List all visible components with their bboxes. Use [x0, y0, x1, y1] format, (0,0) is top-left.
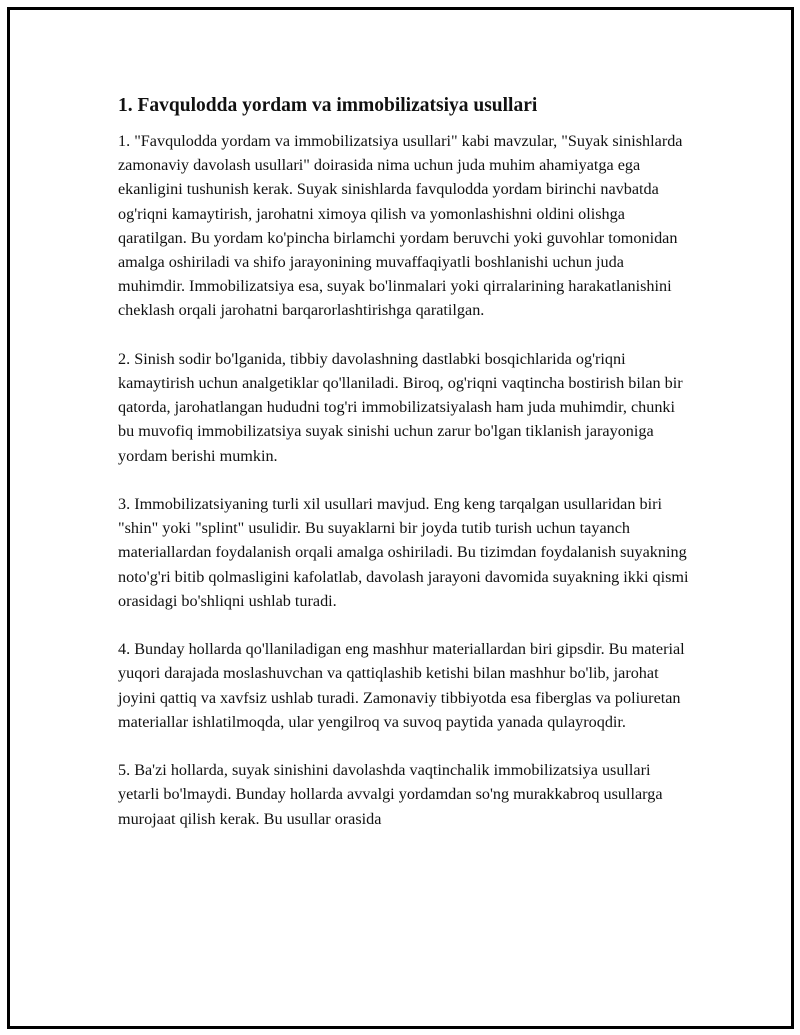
- paragraph-5: 5. Ba'zi hollarda, suyak sinishini davolashda vaqtinchalik immobilizatsiya usullari yetarli bo'lmaydi. Bunday hollarda avvalgi yordamdan so'ng murakkabroq usullarga murojaat qilish kerak. Bu usullar orasida: [118, 761, 663, 828]
- document-body: [118, 93, 694, 855]
- paragraph-3: 3. Immobilizatsiyaning turli xil usullari mavjud. Eng keng tarqalgan usullaridan biri "shin" yoki "splint" usulidir. Bu suyaklarni bir joyda tutib turish uchun tayanch materiallardan foydalanish orqali amalga oshiriladi. Bu tizimdan foydalanish suyakning noto'g'ri bitib qolmasligini kafolatlab, davolash jarayoni davomida suyakning ikki qismi orasidagi bo'shliqni ushlab turadi.: [118, 495, 689, 610]
- document-title: 1. Favqulodda yordam va immobilizatsiya usullari: [118, 95, 538, 116]
- paragraph-1: 1. "Favqulodda yordam va immobilizatsiya usullari" kabi mavzular, "Suyak sinishlarda zamonaviy davolash usullari" doirasida nima uchun juda muhim ahamiyatga ega ekanligini tushunish kerak. Suyak sinishlarda favqulodda yordam birinchi navbatda og'riqni kamaytirish, jarohatni ximoya qilish va yomonlashishni oldini olishga qaratilgan. Bu yordam ko'pincha birlamchi yordam beruvchi yoki guvohlar tomonidan amalga oshiriladi va shifo jarayonining muvaffaqiyatli boshlanishi uchun juda muhimdir. Immobilizatsiya esa, suyak bo'linmalari yoki qirralarining harakatlanishini cheklash orqali jarohatni barqarorlashtirishga qaratilgan.: [118, 132, 683, 320]
- paragraph-2: 2. Sinish sodir bo'lganida, tibbiy davolashning dastlabki bosqichlarida og'riqni kamaytirish uchun analgetiklar qo'llaniladi. Biroq, og'riqni vaqtincha bostirish bilan bir qatorda, jarohatlangan hududni tog'ri immobilizatsiyalash ham juda muhimdir, chunki bu muvofiq immobilizatsiya suyak sinishi uchun zarur bo'lgan tiklanish jarayoniga yordam berishi mumkin.: [118, 349, 683, 465]
- paragraph-4: 4. Bunday hollarda qo'llaniladigan eng mashhur materiallardan biri gipsdir. Bu material yuqori darajada moslashuvchan va qattiqlashib ketishi bilan mashhur bo'lib, jarohat joyini qattiq va xavfsiz ushlab turadi. Zamonaviy tibbiyotda esa fiberglas va poliuretan materiallar ishlatilmoqda, ular yengilroq va suvoq paytida yanada qulayroqdir.: [118, 640, 685, 731]
